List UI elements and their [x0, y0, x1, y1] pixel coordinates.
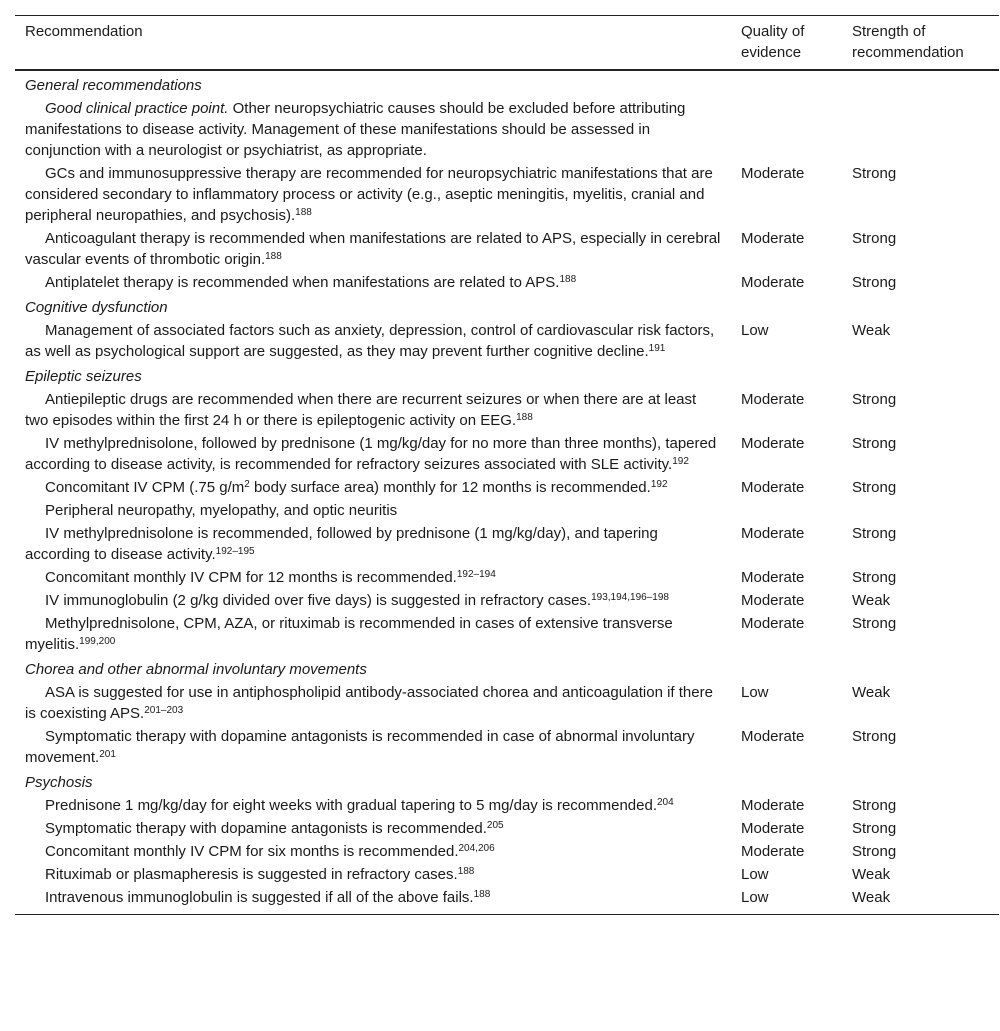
- quality-value: Moderate: [741, 479, 805, 496]
- strength-value: Strong: [852, 165, 897, 182]
- quality-cell: [731, 499, 842, 522]
- quality-value: Moderate: [741, 525, 805, 542]
- recommendation-text: Symptomatic therapy with dopamine antagonists is recommended.: [45, 820, 487, 837]
- quality-cell: [731, 363, 842, 388]
- quality-cell: [731, 476, 842, 499]
- quality-cell: [731, 769, 842, 794]
- strength-cell: [842, 817, 999, 840]
- strength-cell: [842, 294, 999, 319]
- strength-value: Weak: [852, 889, 891, 906]
- quality-cell: [731, 522, 842, 566]
- strength-cell: [842, 162, 999, 227]
- strength-cell: [842, 476, 999, 499]
- quality-value: Low: [741, 889, 769, 906]
- table-row: [15, 863, 999, 886]
- table-row: [15, 681, 999, 725]
- recommendation-cell: [15, 162, 731, 227]
- recommendations-table: [15, 15, 999, 915]
- recommendation-cell: [15, 725, 731, 769]
- quality-cell: [731, 97, 842, 162]
- reference-superscript: 192–194: [456, 569, 496, 580]
- recommendation-cell: [15, 319, 731, 363]
- recommendation-cell: [15, 656, 731, 681]
- reference-superscript: 188: [265, 251, 282, 262]
- strength-value: Strong: [852, 820, 897, 837]
- quality-value: Moderate: [741, 820, 805, 837]
- recommendation-cell: [15, 681, 731, 725]
- section-row: [15, 294, 999, 319]
- recommendation-cell: [15, 294, 731, 319]
- reference-superscript: 188: [295, 207, 312, 218]
- reference-superscript: 188: [559, 274, 577, 285]
- reference-superscript: 201: [99, 749, 116, 760]
- strength-cell: [842, 319, 999, 363]
- section-row: [15, 656, 999, 681]
- strength-cell: [842, 725, 999, 769]
- quality-cell: [731, 794, 842, 817]
- recommendation-cell: [15, 271, 731, 294]
- strength-value: Strong: [852, 230, 897, 247]
- strength-value: Weak: [852, 592, 891, 609]
- strength-cell: [842, 97, 999, 162]
- quality-value: Moderate: [741, 230, 805, 247]
- strength-value: Strong: [852, 843, 897, 860]
- strength-value: Strong: [852, 728, 897, 745]
- strength-value: Strong: [852, 479, 897, 496]
- recommendation-text: IV immunoglobulin (2 g/kg divided over five days) is suggested in refractory cases.: [45, 592, 592, 609]
- reference-superscript: 201–203: [144, 705, 184, 716]
- recommendation-cell: [15, 388, 731, 432]
- recommendation-text: Antiplatelet therapy is recommended when manifestations are related to APS.: [45, 274, 560, 291]
- reference-superscript: 191: [648, 343, 666, 354]
- table-header: [15, 16, 999, 71]
- recommendation-cell: [15, 432, 731, 476]
- quality-value: Low: [741, 322, 769, 339]
- reference-superscript: 188: [516, 412, 533, 423]
- table-row: [15, 589, 999, 612]
- table-row: [15, 319, 999, 363]
- recommendation-text: Concomitant monthly IV CPM for six months is recommended.: [45, 843, 459, 860]
- recommendation-cell: [15, 794, 731, 817]
- recommendation-cell: [15, 863, 731, 886]
- strength-cell: [842, 681, 999, 725]
- table-row: [15, 227, 999, 271]
- strength-value: Strong: [852, 615, 897, 632]
- quality-value: Low: [741, 866, 769, 883]
- quality-value: Moderate: [741, 274, 805, 291]
- recommendation-text: Anticoagulant therapy is recommended when manifestations are related to APS, especially in cerebral vascular events of thrombotic origin.: [25, 230, 721, 268]
- quality-value: Moderate: [741, 797, 805, 814]
- quality-cell: [731, 294, 842, 319]
- strength-value: Strong: [852, 435, 897, 452]
- quality-cell: [731, 725, 842, 769]
- strength-cell: [842, 769, 999, 794]
- quality-cell: [731, 681, 842, 725]
- table-row: [15, 162, 999, 227]
- quality-value: Moderate: [741, 615, 805, 632]
- quality-cell: [731, 162, 842, 227]
- table-row: [15, 566, 999, 589]
- table-row: [15, 97, 999, 162]
- recommendation-text: GCs and immunosuppressive therapy are recommended for neuropsychiatric manifestations that are considered secondary to inflammatory process or activity (e.g., aseptic meningitis, myelitis, cranial and peripheral neuropathies, and psychosis).: [25, 165, 713, 224]
- quality-cell: [731, 388, 842, 432]
- table-row: [15, 522, 999, 566]
- section-row: [15, 363, 999, 388]
- recommendation-cell: [15, 70, 731, 97]
- quality-cell: [731, 70, 842, 97]
- recommendation-text: Concomitant monthly IV CPM for 12 months is recommended.: [45, 569, 457, 586]
- recommendation-text: Intravenous immunoglobulin is suggested if all of the above fails.: [45, 889, 474, 906]
- table-row: [15, 794, 999, 817]
- quality-cell: [731, 432, 842, 476]
- recommendation-cell: [15, 886, 731, 915]
- table-row: [15, 725, 999, 769]
- section-title: Psychosis: [25, 774, 93, 791]
- strength-cell: [842, 363, 999, 388]
- strength-cell: [842, 432, 999, 476]
- strength-value: Strong: [852, 525, 897, 542]
- recommendation-text: Rituximab or plasmapheresis is suggested in refractory cases.: [45, 866, 458, 883]
- strength-cell: [842, 612, 999, 656]
- recommendation-text: ASA is suggested for use in antiphospholipid antibody-associated chorea and anticoagulation if there is coexisting APS.: [25, 684, 713, 722]
- recommendation-text: Management of associated factors such as anxiety, depression, control of cardiovascular risk factors, as well as psychological support are suggested, as they may prevent further cognitive decline.: [25, 322, 715, 360]
- quality-value: Moderate: [741, 728, 805, 745]
- strength-value: Strong: [852, 274, 897, 291]
- quality-cell: [731, 271, 842, 294]
- section-title: Cognitive dysfunction: [25, 299, 168, 316]
- recommendation-cell: [15, 522, 731, 566]
- quality-value: Moderate: [741, 391, 805, 408]
- section-title: General recommendations: [25, 77, 202, 94]
- recommendation-text: IV methylprednisolone is recommended, followed by prednisone (1 mg/kg/day), and tapering according to disease activity.: [25, 525, 658, 563]
- quality-cell: [731, 817, 842, 840]
- quality-value: Moderate: [741, 435, 805, 452]
- quality-value: Moderate: [741, 165, 805, 182]
- table-row: [15, 476, 999, 499]
- strength-value: Weak: [852, 866, 891, 883]
- recommendation-cell: [15, 97, 731, 162]
- recommendation-text: Other neuropsychiatric causes should be excluded before attributing manifestations to disease activity. Management of these manifestations should be assessed in conjunction with a neurologist or psychiatrist, as appropriate.: [25, 100, 686, 159]
- table-row: [15, 817, 999, 840]
- header-strength-of-recommendation: Strength of recommendation: [842, 16, 999, 71]
- subsection-title: Peripheral neuropathy, myelopathy, and optic neuritis: [45, 502, 398, 519]
- table-row: [15, 612, 999, 656]
- reference-superscript: 199,200: [79, 636, 116, 647]
- recommendation-cell: [15, 840, 731, 863]
- quality-value: Moderate: [741, 569, 805, 586]
- quality-value: Moderate: [741, 592, 805, 609]
- strength-cell: [842, 840, 999, 863]
- table-body: [15, 70, 999, 915]
- strength-value: Strong: [852, 391, 897, 408]
- recommendation-cell: [15, 227, 731, 271]
- strength-cell: [842, 70, 999, 97]
- recommendation-cell: [15, 817, 731, 840]
- reference-superscript: 192–195: [215, 546, 255, 557]
- recommendations-table-container: [15, 15, 999, 915]
- table-row: [15, 499, 999, 522]
- quality-cell: [731, 863, 842, 886]
- quality-cell: [731, 886, 842, 915]
- unit-superscript: 2: [244, 479, 250, 490]
- strength-cell: [842, 656, 999, 681]
- table-row: [15, 271, 999, 294]
- header-recommendation: Recommendation: [15, 16, 731, 71]
- quality-cell: [731, 840, 842, 863]
- quality-cell: [731, 566, 842, 589]
- recommendation-cell: [15, 363, 731, 388]
- recommendation-cell: [15, 769, 731, 794]
- reference-superscript: 192: [672, 456, 689, 467]
- strength-cell: [842, 863, 999, 886]
- table-row: [15, 388, 999, 432]
- recommendation-lead: Good clinical practice point.: [45, 100, 229, 117]
- strength-value: Weak: [852, 684, 891, 701]
- strength-cell: [842, 499, 999, 522]
- strength-cell: [842, 388, 999, 432]
- quality-value: Moderate: [741, 843, 805, 860]
- table-row: [15, 886, 999, 915]
- header-row: [15, 16, 999, 71]
- recommendation-cell: [15, 566, 731, 589]
- strength-value: Strong: [852, 797, 897, 814]
- section-title: Epileptic seizures: [25, 368, 142, 385]
- recommendation-text: IV methylprednisolone, followed by prednisone (1 mg/kg/day for no more than three months), tapered according to disease activity, is recommended for refractory seizures associated with SLE activity.: [25, 435, 717, 473]
- reference-superscript: 188: [457, 866, 475, 877]
- header-quality-of-evidence: Quality of evidence: [731, 16, 842, 71]
- reference-superscript: 193,194,196–198: [591, 592, 669, 603]
- recommendation-text: Prednisone 1 mg/kg/day for eight weeks with gradual tapering to 5 mg/day is recommended.: [45, 797, 657, 814]
- recommendation-cell: [15, 612, 731, 656]
- recommendation-text-cont: body surface area) monthly for 12 months is recommended.: [249, 479, 651, 496]
- section-row: [15, 70, 999, 97]
- reference-superscript: 204,206: [458, 843, 495, 854]
- reference-superscript: 204: [657, 797, 674, 808]
- strength-value: Weak: [852, 322, 891, 339]
- recommendation-cell: [15, 499, 731, 522]
- table-row: [15, 840, 999, 863]
- recommendation-cell: [15, 476, 731, 499]
- recommendation-text: Methylprednisolone, CPM, AZA, or rituximab is recommended in cases of extensive transverse myelitis.: [25, 615, 673, 653]
- strength-cell: [842, 271, 999, 294]
- section-title: Chorea and other abnormal involuntary movements: [25, 661, 367, 678]
- strength-cell: [842, 566, 999, 589]
- table-row: [15, 432, 999, 476]
- recommendation-cell: [15, 589, 731, 612]
- recommendation-text: Symptomatic therapy with dopamine antagonists is recommended in case of abnormal involuntary movement.: [25, 728, 695, 766]
- quality-cell: [731, 227, 842, 271]
- quality-cell: [731, 656, 842, 681]
- strength-cell: [842, 794, 999, 817]
- strength-cell: [842, 886, 999, 915]
- strength-cell: [842, 522, 999, 566]
- recommendation-text: Antiepileptic drugs are recommended when there are recurrent seizures or when there are at least two episodes within the first 24 h or there is epileptogenic activity on EEG.: [25, 391, 697, 429]
- strength-value: Strong: [852, 569, 897, 586]
- reference-superscript: 192: [650, 479, 668, 490]
- section-row: [15, 769, 999, 794]
- recommendation-text: Concomitant IV CPM (.75 g/m: [45, 479, 245, 496]
- quality-cell: [731, 319, 842, 363]
- reference-superscript: 188: [473, 889, 491, 900]
- quality-value: Low: [741, 684, 769, 701]
- strength-cell: [842, 227, 999, 271]
- quality-cell: [731, 589, 842, 612]
- reference-superscript: 205: [486, 820, 504, 831]
- strength-cell: [842, 589, 999, 612]
- quality-cell: [731, 612, 842, 656]
